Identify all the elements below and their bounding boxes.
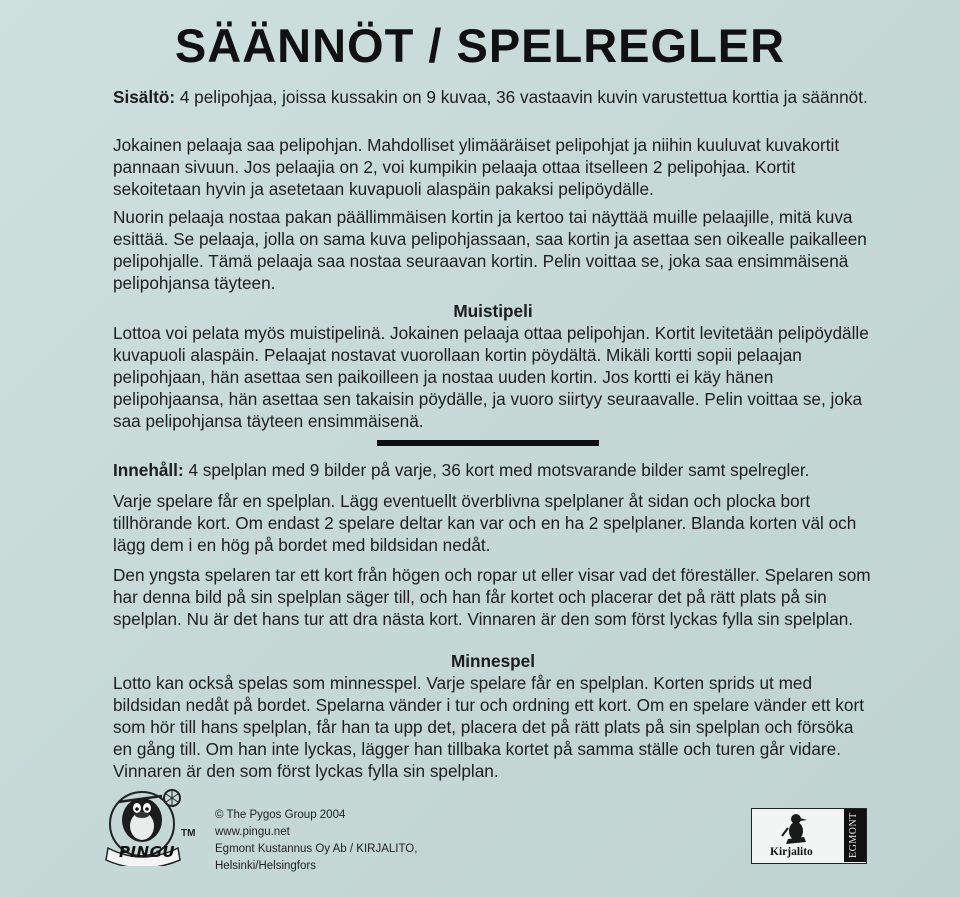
finnish-paragraph-1 [113,134,873,200]
publisher-logo [751,808,867,864]
swedish-memory-text: Lotto kan också spelas som minnesspel. Varje spelare får en spelplan. Korten sprids ut med bildsidan nedåt på bordet. Spelarna vänder i tur och ordning ett kort. Om en spelare vänder ett kort som hör till hans spelplan, får han ta upp det, placera det på rätt plats på sin spelplan och försöka en gång till. Om han inte lyckas, lägger han tillbaka kortet på samma ställe och turen går vidare. Vinnaren är den som först lyckas fylla sin spelplan. [113,673,864,781]
reading-bird-icon [752,809,844,849]
finnish-paragraph-2-text: Nuorin pelaaja nostaa pakan päällimmäisen kortin ja kertoo tai näyttää muille pelaajille, mitä kuva esittää. Se pelaaja, jolla on sama kuva pelipohjassaan, saa kortin ja asettaa sen oikealle paikalleen pelipohjalle. Tämä pelaaja saa nostaa seuraavan kortin. Pelin voittaa se, joka saa ensimmäisenä pelipohjansa täyteen. [113,207,867,293]
website-line: www.pingu.net [215,826,290,838]
egmont-logo [844,809,866,862]
finnish-paragraph-1-text: Jokainen pelaaja saa pelipohjan. Mahdolliset ylimääräiset pelipohjat ja niihin kuuluvat kuvakortit pannaan sivuun. Jos pelaajia on 2, voi kumpikin pelaaja ottaa itselleen 2 pelipohjaa. Kortit sekoitetaan hyvin ja asetetaan kuvapuoli alaspäin pakaksi pelipöydälle. [113,135,840,199]
pingu-logo-text: PINGU [118,843,176,861]
trademark-symbol: TM [181,828,196,839]
section-divider [377,440,599,446]
pingu-logo [104,778,204,866]
swedish-memory-heading: Minnespel [450,651,536,671]
finnish-paragraph-2 [113,206,873,294]
publisher-line-1: Egmont Kustannus Oy Ab / KIRJALITO, [215,843,418,855]
finnish-memory-text: Lottoa voi pelata myös muistipelinä. Jokainen pelaaja ottaa pelipohjan. Kortit levitetään pelipöydälle kuvapuoli alaspäin. Pelaajat nostavat vuorollaan kortin pöydältä. Mikäli kortti sopii pelaajan pelipohjaan, hän asettaa sen paikoilleen ja nostaa uuden kortin. Jos kortti ei käy hänen pelipohjaansa, hän asettaa sen takaisin pöydälle, ja vuoro siirtyy seuraavalle. Pelin voittaa se, joka saa pelipohjansa täyteen ensimmäisenä. [113,323,869,431]
swedish-paragraph-2-text: Den yngsta spelaren tar ett kort från högen och ropar ut eller visar vad det föreställer. Spelaren som har denna bild på sin spelplan säger till, och han får kortet och placerar det på rätt plats på sin spelplan. Nu är det hans tur att dra nästa kort. Vinnaren är den som först lyckas fylla sin spelplan. [113,565,871,629]
finnish-contents-label: Sisältö: [113,87,176,107]
swedish-paragraph-2 [113,564,873,630]
swedish-paragraph-1-text: Varje spelare får en spelplan. Lägg eventuellt överblivna spelplaner åt sidan och plocka bort tillhörande kort. Om endast 2 spelare deltar kan var och en ha 2 spelplaner. Blanda korten väl och lägg dem i en hög på bordet med bildsidan nedåt. [113,491,857,555]
finnish-memory-paragraph [113,322,873,432]
kirjalito-logo-text: Kirjalito [770,846,813,858]
page-title: SÄÄNNÖT / SPELREGLER [174,19,786,72]
swedish-memory-paragraph [113,672,873,782]
copyright-line: © The Pygos Group 2004 [215,809,346,821]
finnish-memory-heading: Muistipeli [453,301,533,321]
credits-block [215,807,417,875]
swedish-contents-text: 4 spelplan med 9 bilder på varje, 36 kort med motsvarande bilder samt spelregler. [183,460,810,480]
finnish-contents [113,86,873,108]
publisher-line-2: Helsinki/Helsingfors [215,860,316,872]
swedish-contents-label: Innehåll: [113,460,184,480]
swedish-contents [113,459,873,481]
finnish-contents-text: 4 pelipohjaa, joissa kussakin on 9 kuvaa, 36 vastaavin kuvin varustettua korttia ja säännöt. [175,87,868,107]
kirjalito-logo [752,809,844,862]
swedish-paragraph-1 [113,490,873,556]
egmont-logo-text: EGMONT [848,812,859,858]
